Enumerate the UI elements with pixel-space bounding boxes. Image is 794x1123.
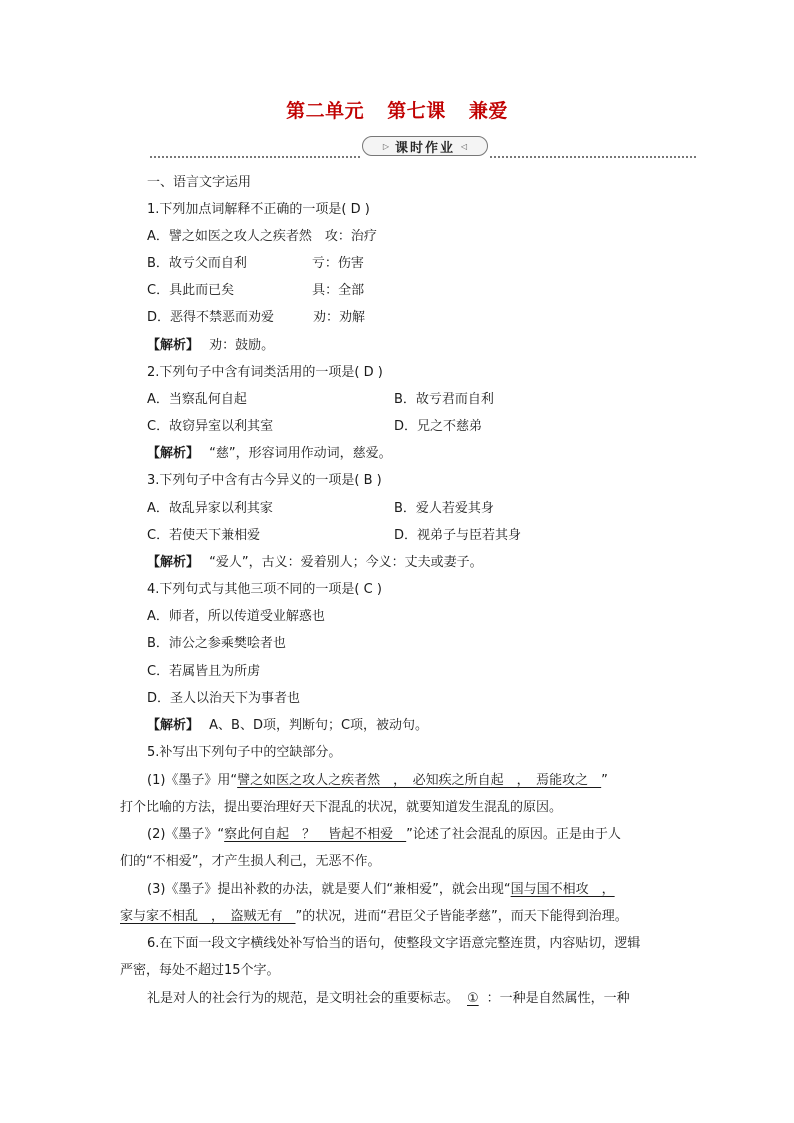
analysis-tag: 【解析】 — [147, 446, 200, 461]
analysis-text: “爱人”，古义：爱着别人；今义：丈夫或妻子。 — [209, 555, 483, 570]
banner-label: 课时作业 — [394, 140, 455, 156]
dotted-rule-left — [150, 156, 360, 158]
analysis-tag: 【解析】 — [147, 338, 200, 353]
q5-stem: 5.补写出下列句子中的空缺部分。 — [147, 745, 342, 760]
banner-pill — [362, 136, 488, 156]
dotted-rule-right — [490, 156, 696, 158]
q5-p1-prefix: (1)《墨子》用“ — [147, 773, 238, 788]
q5-p1-suffix: ” — [601, 773, 608, 788]
section-banner — [150, 134, 696, 160]
q5-p3-answer-cont: 家与家不相乱 ， 盗贼无有 — [120, 909, 296, 924]
q2-option-d: D．兄之不慈弟 — [394, 419, 483, 434]
q4-option-b: B．沛公之参乘樊哙者也 — [147, 636, 286, 651]
q4-option-d: D．圣人以治天下为事者也 — [147, 691, 301, 706]
q5-part1 — [147, 772, 608, 790]
analysis-text: “慈”，形容词用作动词，慈爱。 — [209, 446, 392, 461]
q3-option-c: C．若使天下兼相爱 — [147, 528, 261, 543]
q4-analysis — [147, 717, 428, 735]
q3-option-d: D．视弟子与臣若其身 — [394, 528, 522, 543]
q5-p2-answer: 察此何自起 ？ 皆起不相爱 — [224, 827, 407, 842]
q6-blank-1[interactable]: ① — [467, 991, 479, 1006]
page-title — [0, 96, 794, 123]
q2-stem: 2.下列句子中含有词类活用的一项是( D ) — [147, 365, 383, 380]
q6-stem-line1: 6.在下面一段文字横线处补写恰当的语句，使整段文字语意完整连贯，内容贴切，逻辑 — [147, 936, 641, 951]
q1-option-b: B．故亏父而自利 亏：伤害 — [147, 256, 364, 271]
analysis-tag: 【解析】 — [147, 555, 200, 570]
q2-options-row2 — [147, 418, 647, 436]
arrow-right-icon: ▷ — [382, 141, 389, 151]
q1-option-a: A．譬之如医之攻人之疾者然 攻：治疗 — [147, 229, 377, 244]
q4-stem: 4.下列句式与其他三项不同的一项是( C ) — [147, 582, 382, 597]
q5-p1-answer: 譬之如医之攻人之疾者然 ， 必知疾之所自起 ， 焉能攻之 — [237, 773, 602, 788]
q3-option-b: B．爱人若爱其身 — [394, 501, 494, 516]
q2-analysis — [147, 445, 392, 463]
lesson-title: 第七课 — [387, 100, 446, 122]
q3-stem: 3.下列句子中含有古今异义的一项是( B ) — [147, 473, 382, 488]
analysis-text: A、B、D项，判断句；C项，被动句。 — [209, 718, 429, 733]
q1-analysis — [147, 337, 274, 355]
q6-stem-line2: 严密，每处不超过15个字。 — [120, 963, 280, 978]
q5-p2-prefix: (2)《墨子》“ — [147, 827, 225, 842]
q5-part2-cont: 们的“不相爱”，才产生损人利己，无恶不作。 — [120, 854, 381, 869]
q5-p2-suffix: ”论述了社会混乱的原因。正是由于人 — [406, 827, 621, 842]
q2-option-b: B．故亏君而自利 — [394, 392, 494, 407]
q2-options-row1 — [147, 391, 647, 409]
q6-passage-text-cont: ：一种是自然属性，一种 — [486, 991, 630, 1006]
q6-passage-text: 礼是对人的社会行为的规范，是文明社会的重要标志。 — [147, 991, 460, 1006]
q5-p3-suffix: ”的状况，进而“君臣父子皆能孝慈”，而天下能得到治理。 — [295, 909, 628, 924]
q5-part3 — [147, 881, 615, 899]
q5-p3-prefix: (3)《墨子》提出补救的办法，就是要人们“兼相爱”，就会出现“ — [147, 882, 511, 897]
q3-options-row1 — [147, 500, 647, 518]
q3-options-row2 — [147, 527, 647, 545]
analysis-text: 劝：鼓励。 — [209, 338, 275, 353]
q2-option-a: A．当察乱何自起 — [147, 392, 247, 407]
unit-title: 第二单元 — [286, 100, 365, 122]
q2-option-c: C．故窃异室以利其室 — [147, 419, 274, 434]
q3-option-a: A．故乱异家以利其家 — [147, 501, 273, 516]
q1-stem: 1.下列加点词解释不正确的一项是( D ) — [147, 202, 370, 217]
q1-option-c: C．具此而已矣 具：全部 — [147, 283, 365, 298]
analysis-tag: 【解析】 — [147, 718, 200, 733]
q5-p3-answer: 国与国不相攻 ， — [510, 882, 615, 897]
q5-part2 — [147, 826, 621, 844]
section-heading: 一、语言文字运用 — [147, 175, 252, 190]
arrow-left-icon: ◁ — [461, 141, 468, 151]
q3-analysis — [147, 554, 483, 572]
q5-part3-cont — [120, 908, 628, 926]
text-title: 兼爱 — [468, 100, 508, 122]
q4-option-c: C．若属皆且为所虏 — [147, 664, 261, 679]
q6-passage — [147, 990, 630, 1008]
q5-part1-cont: 打个比喻的方法，提出要治理好天下混乱的状况，就要知道发生混乱的原因。 — [120, 800, 563, 815]
q4-option-a: A．师者，所以传道受业解惑也 — [147, 609, 325, 624]
q1-option-d: D．恶得不禁恶而劝爱 劝：劝解 — [147, 310, 366, 325]
